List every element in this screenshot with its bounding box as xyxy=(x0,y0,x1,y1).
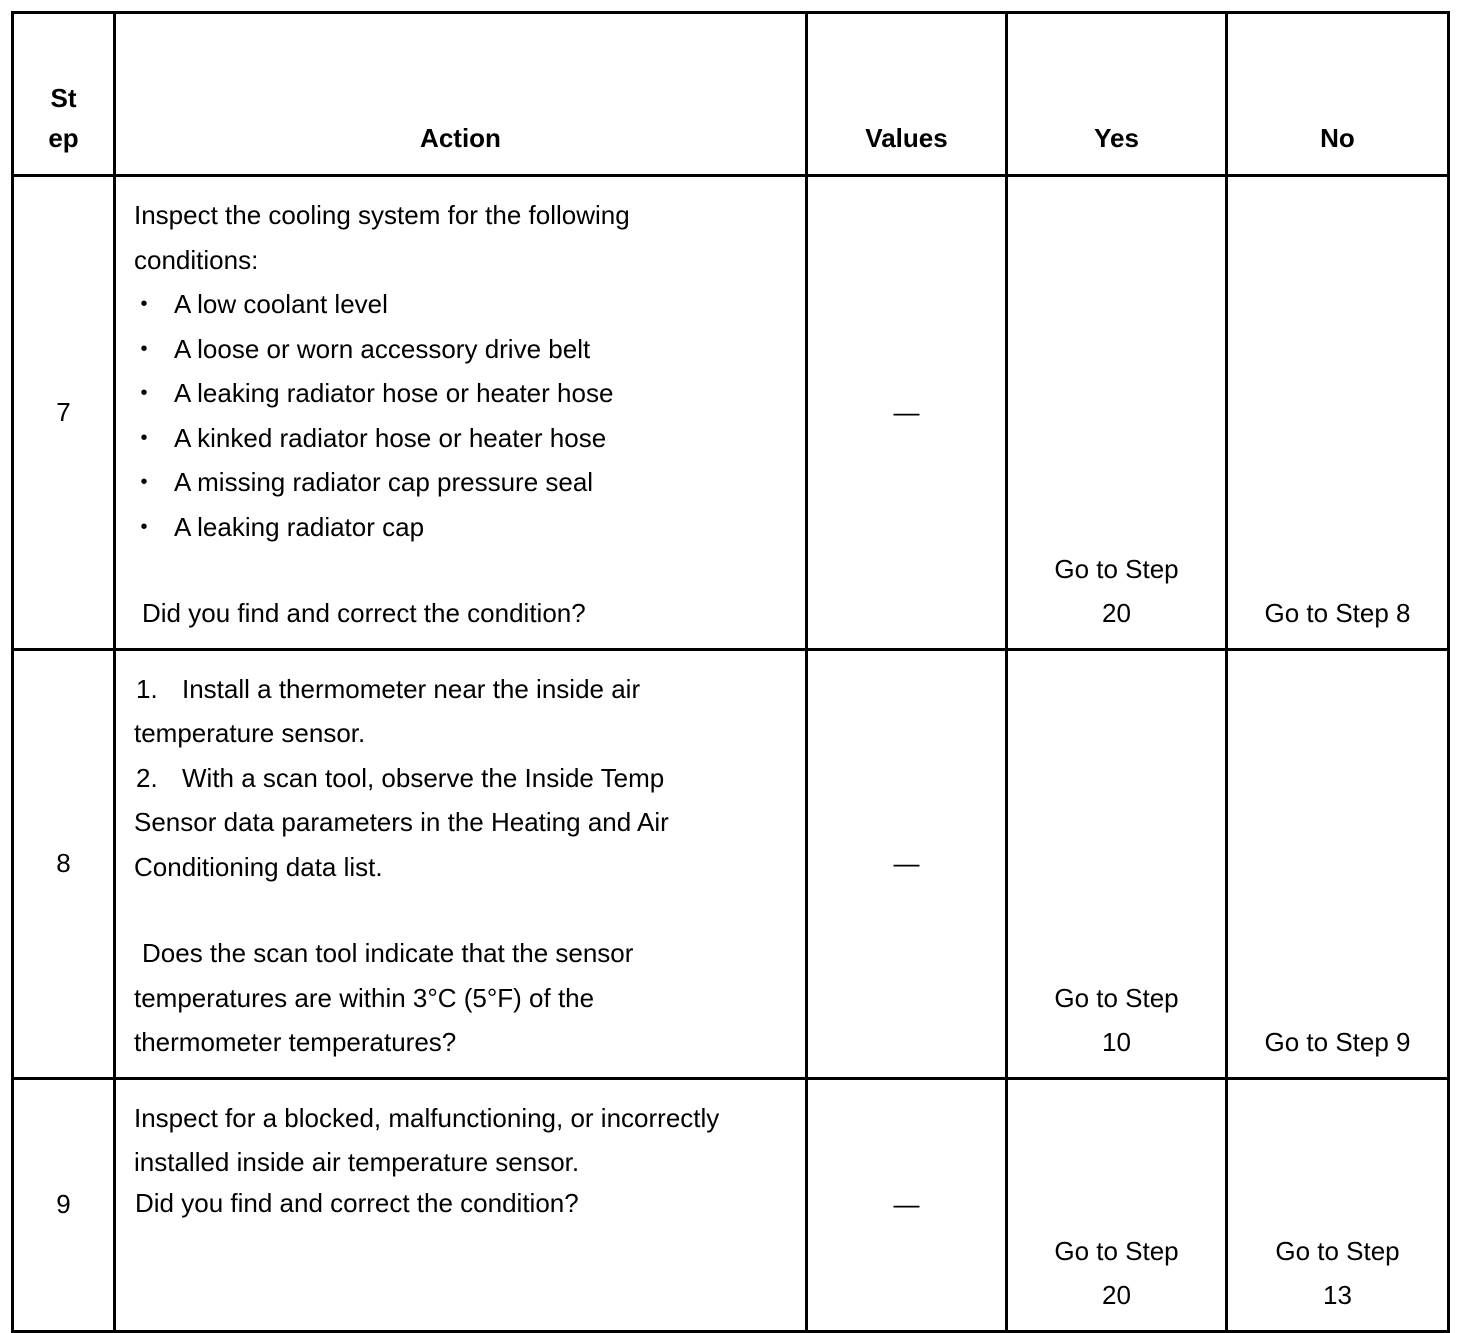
yes-cell: Go to Step 10 xyxy=(1007,649,1227,1078)
step-number: 9 xyxy=(13,1078,115,1331)
header-yes: Yes xyxy=(1007,13,1227,176)
value-cell: — xyxy=(807,649,1007,1078)
diagnostic-table xyxy=(11,11,1450,1333)
header-step: St ep xyxy=(13,13,115,176)
header-no: No xyxy=(1227,13,1449,176)
table-row xyxy=(13,1078,1449,1331)
yes-cell: Go to Step 20 xyxy=(1007,1078,1227,1331)
procedure-step: 2. With a scan tool, observe the Inside Temp Sensor data parameters in the Heating and Air Conditioning data list. xyxy=(134,762,669,882)
table-row xyxy=(13,176,1449,650)
list-item: • A leaking radiator hose or heater hose xyxy=(134,371,789,416)
value-cell: — xyxy=(807,176,1007,650)
bullet-icon: • xyxy=(140,382,148,404)
list-item: • A low coolant level xyxy=(134,282,789,327)
yes-cell: Go to Step 20 xyxy=(1007,176,1227,650)
list-item: • A loose or worn accessory drive belt xyxy=(134,327,789,372)
bullet-icon: • xyxy=(140,337,148,360)
action-cell xyxy=(115,176,807,650)
table-row xyxy=(13,649,1449,1078)
list-item: • A leaking radiator cap xyxy=(134,505,789,550)
header-row xyxy=(13,13,1449,176)
header-values: Values xyxy=(807,13,1007,176)
no-cell: Go to Step 8 xyxy=(1227,176,1449,650)
condition-list xyxy=(134,282,789,549)
action-intro: Inspect the cooling system for the following conditions: xyxy=(134,200,630,275)
action-cell xyxy=(115,1078,807,1331)
no-cell: Go to Step 9 xyxy=(1227,649,1449,1078)
action-intro: Inspect for a blocked, malfunctioning, or incorrectly installed inside air temperature sensor. xyxy=(134,1102,720,1177)
step-number: 8 xyxy=(13,649,115,1078)
bullet-icon: • xyxy=(140,515,148,538)
bullet-icon: • xyxy=(140,293,148,315)
action-question: Does the scan tool indicate that the sensor temperatures are within 3°C (5°F) of the thermometer temperatures? xyxy=(134,938,634,1057)
no-cell: Go to Step 13 xyxy=(1227,1078,1449,1331)
value-cell: — xyxy=(807,1078,1007,1331)
bullet-icon: • xyxy=(140,426,148,449)
list-item: • A kinked radiator hose or heater hose xyxy=(134,416,789,461)
procedure-step: 1. Install a thermometer near the inside air temperature sensor. xyxy=(134,673,641,748)
header-action: Action xyxy=(115,13,807,176)
bullet-icon: • xyxy=(140,471,148,493)
action-question: Did you find and correct the condition? xyxy=(135,1187,579,1218)
list-item: • A missing radiator cap pressure seal xyxy=(134,460,789,505)
action-question: Did you find and correct the condition? xyxy=(142,598,586,628)
action-cell xyxy=(115,649,807,1078)
step-number: 7 xyxy=(13,176,115,650)
